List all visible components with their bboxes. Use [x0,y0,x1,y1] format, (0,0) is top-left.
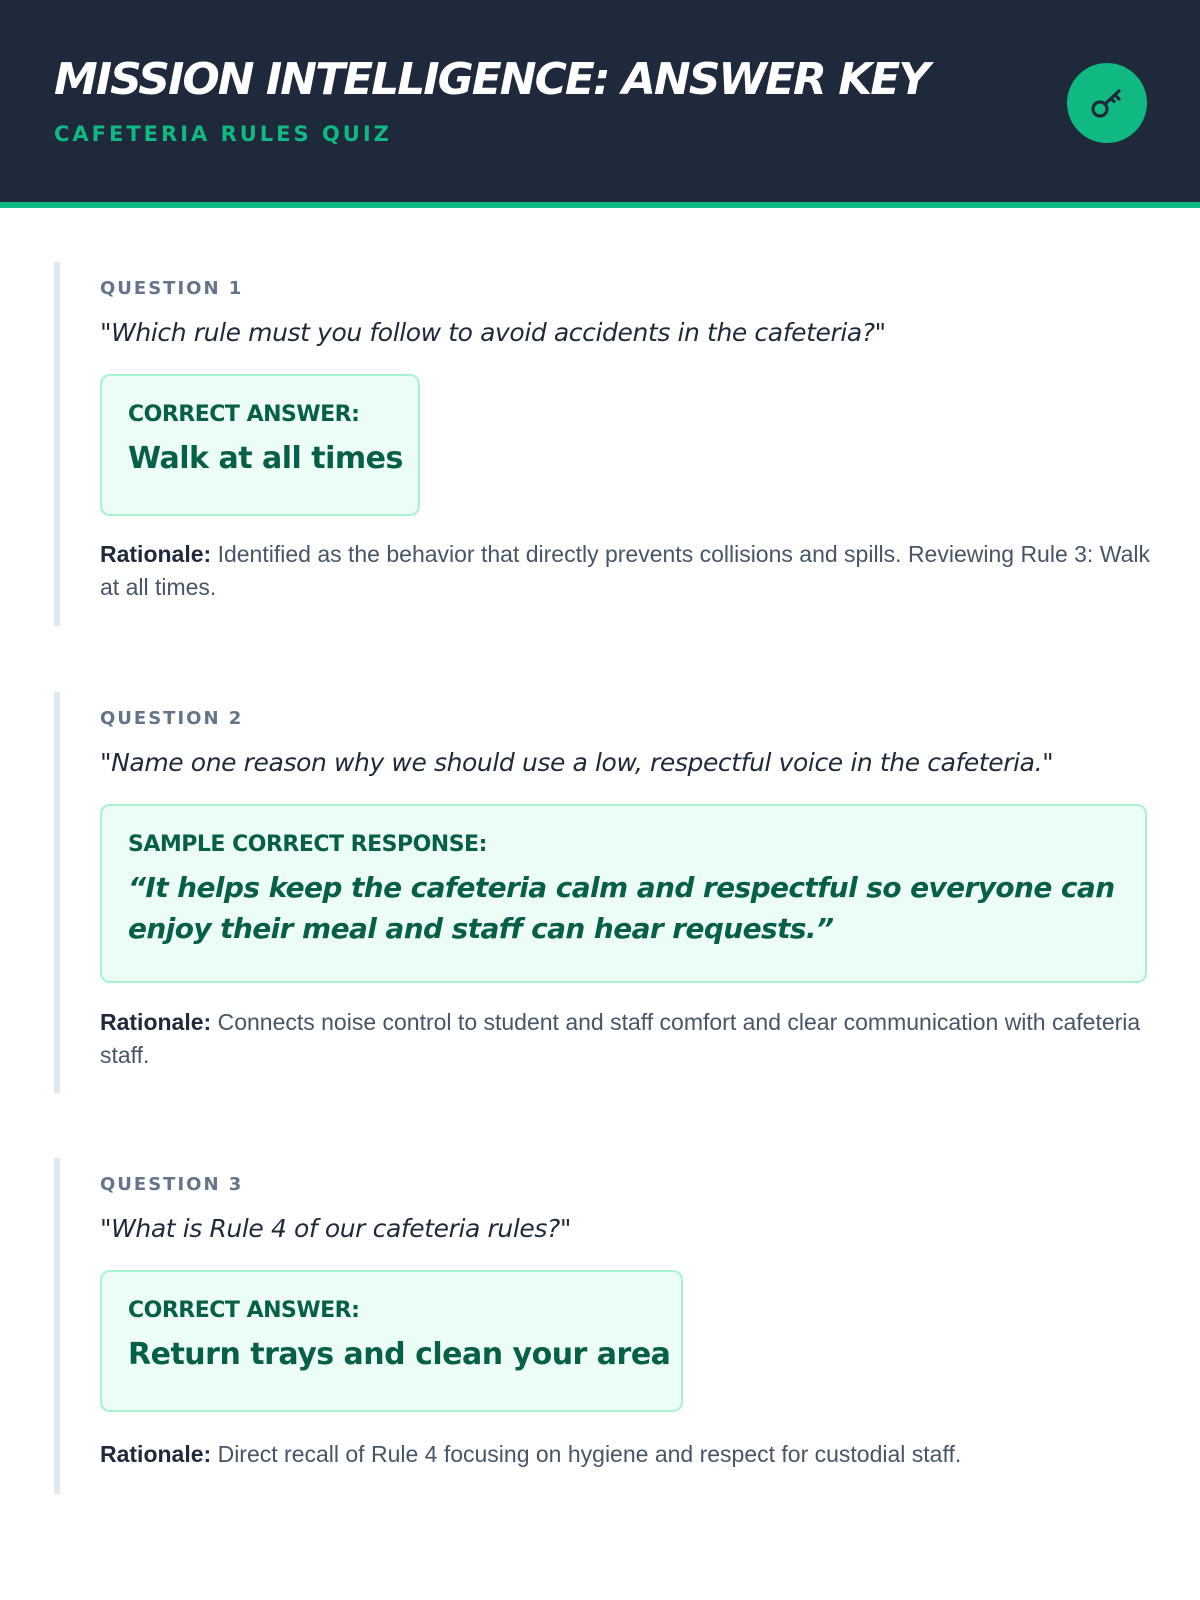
answer-box [100,374,420,516]
header [0,0,1200,208]
rationale [100,1006,1150,1072]
question-block-3 [54,1158,1147,1494]
question-text: "What is Rule 4 of our cafeteria rules?" [100,1214,571,1243]
answer-label: CORRECT ANSWER: [128,402,360,427]
rationale-text: Direct recall of Rule 4 focusing on hygiene and respect for custodial staff. [217,1441,962,1467]
question-block-2 [54,692,1147,1093]
answer-value: “It helps keep the cafeteria calm and respectful so everyone can enjoy their meal and staff can hear requests.” [128,871,1115,945]
answer-value: Walk at all times [128,441,403,476]
answer-box [100,1270,683,1412]
rationale-label: Rationale: [100,541,212,567]
question-text: "Name one reason why we should use a low, respectful voice in the cafeteria." [100,748,1054,777]
question-label: QUESTION 1 [100,278,244,299]
answer-value: Return trays and clean your area [128,1337,671,1372]
page-subtitle: CAFETERIA RULES QUIZ [54,122,392,146]
rationale [100,538,1150,604]
question-label: QUESTION 2 [100,708,244,729]
key-icon [1087,83,1127,123]
answer-label: CORRECT ANSWER: [128,1298,360,1323]
question-block-1 [54,262,1150,626]
question-text: "Which rule must you follow to avoid accidents in the cafeteria?" [100,318,886,347]
key-badge [1067,63,1147,143]
rationale [100,1438,1150,1471]
answer-label: SAMPLE CORRECT RESPONSE: [128,832,487,857]
rationale-label: Rationale: [100,1009,212,1035]
rationale-text: Connects noise control to student and staff comfort and clear communication with cafeteria staff. [100,1009,1141,1068]
rationale-text: Identified as the behavior that directly prevents collisions and spills. Reviewing Rule 3: Walk at all times. [100,541,1150,600]
question-label: QUESTION 3 [100,1174,244,1195]
answer-box [100,804,1147,983]
page-title: MISSION INTELLIGENCE: ANSWER KEY [54,54,929,105]
rationale-label: Rationale: [100,1441,212,1467]
